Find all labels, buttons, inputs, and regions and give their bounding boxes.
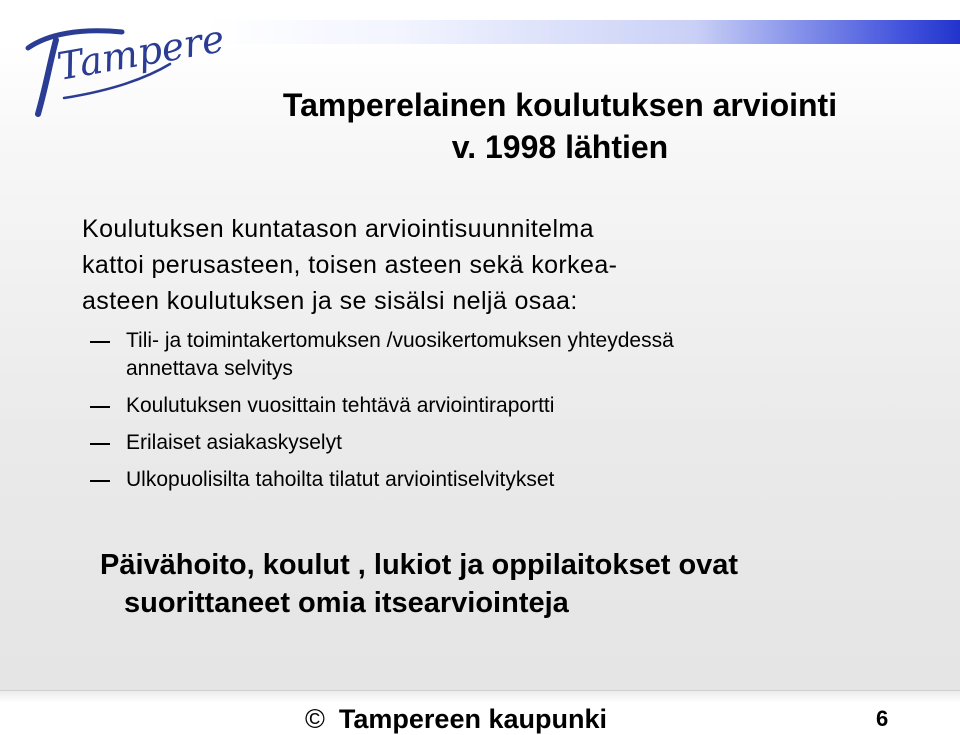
footer-copyright bbox=[305, 704, 607, 735]
list-item bbox=[90, 327, 930, 383]
page-number: 6 bbox=[876, 706, 889, 731]
list-item bbox=[90, 392, 930, 420]
dash-bullet-icon bbox=[90, 341, 110, 343]
intro-line-3: asteen koulutuksen ja se sisälsi neljä osaa: bbox=[82, 287, 578, 315]
list-item-line-1: Tili- ja toimintakertomuksen /vuosikertomuksen yhteydessä bbox=[126, 329, 674, 352]
slide-title bbox=[255, 84, 865, 168]
copyright-icon: © bbox=[305, 704, 325, 734]
intro-line-2: kattoi perusasteen, toisen asteen sekä korkea- bbox=[82, 251, 618, 279]
header-gradient-bar bbox=[205, 20, 960, 44]
list-item bbox=[90, 429, 930, 457]
dash-bullet-icon bbox=[90, 480, 110, 482]
logo-text: Tampere bbox=[53, 16, 228, 89]
list-item-line-1: Ulkopuolisilta tahoilta tilatut arviointiselvitykset bbox=[126, 468, 555, 491]
tampere-logo bbox=[10, 12, 228, 124]
closing-line-2: suorittaneet omia itsearviointeja bbox=[124, 587, 569, 619]
closing-statement bbox=[100, 546, 900, 622]
footer-org-name: Tampereen kaupunki bbox=[338, 704, 607, 734]
intro-paragraph bbox=[82, 211, 912, 319]
list-item bbox=[90, 466, 930, 494]
dash-bullet-icon bbox=[90, 406, 110, 408]
dash-bullet-icon bbox=[90, 443, 110, 445]
title-line-2: v. 1998 lähtien bbox=[451, 129, 669, 165]
evaluation-parts-list bbox=[90, 327, 930, 503]
closing-line-1: Päivähoito, koulut , lukiot ja oppilaitokset ovat bbox=[100, 549, 739, 581]
list-item-line-2: annettava selvitys bbox=[126, 357, 293, 380]
intro-line-1: Koulutuksen kuntatason arviointisuunnitelma bbox=[82, 215, 594, 243]
list-item-line-1: Koulutuksen vuosittain tehtävä arviointiraportti bbox=[126, 394, 555, 417]
list-item-line-1: Erilaiset asiakaskyselyt bbox=[126, 431, 342, 454]
title-line-1: Tamperelainen koulutuksen arviointi bbox=[282, 87, 838, 123]
